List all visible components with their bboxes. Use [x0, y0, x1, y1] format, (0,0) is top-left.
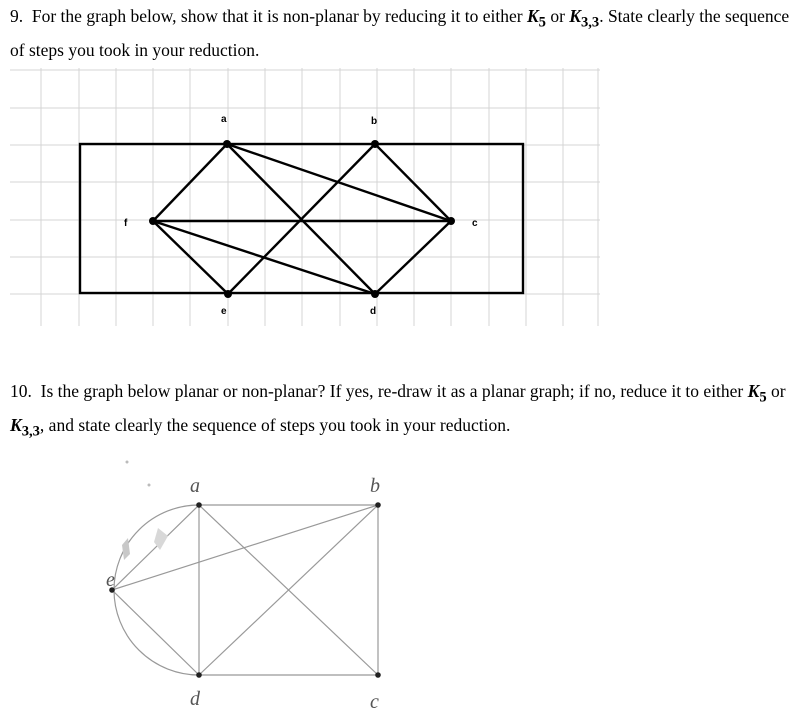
graph-9: [0, 60, 600, 330]
label-a: a: [190, 475, 200, 497]
k33-subscript: 3,3: [21, 423, 40, 439]
vertex-b: [371, 140, 379, 148]
grid: [10, 68, 600, 326]
k5-symbol: K: [526, 6, 539, 26]
vertex-d: [196, 672, 202, 678]
label-e: e: [106, 569, 115, 591]
k5-subscript: 5: [538, 14, 546, 31]
label-d: d: [190, 688, 200, 710]
graph-10: [80, 450, 420, 715]
label-b: b: [371, 116, 378, 127]
edge-a-d-arc: [114, 505, 199, 675]
k5-subscript: 5: [759, 389, 767, 406]
question-text: Is the graph below planar or non-planar? If yes, re-draw it as a planar graph; if no, reduce it to either: [40, 381, 748, 401]
k33-symbol: K: [10, 414, 22, 435]
edge-e-b: [112, 505, 378, 590]
vertex-c: [447, 217, 455, 225]
question-number: 9.: [10, 6, 24, 26]
label-f: f: [124, 218, 128, 229]
vertex-e: [224, 290, 232, 298]
stray-mark: [148, 484, 151, 487]
question-9: [10, 3, 790, 64]
pencil-marks: [122, 461, 168, 561]
vertex-b: [375, 502, 381, 508]
or-word: or: [545, 6, 570, 26]
label-d: d: [370, 306, 377, 317]
question-text-end: , and state clearly the sequence of steps you took in your reduction.: [39, 414, 511, 435]
edges: [112, 505, 378, 675]
question-number: 10.: [10, 381, 32, 401]
question-text: For the graph below, show that it is non-planar by reducing it to either: [31, 6, 527, 26]
k33-symbol: K: [569, 6, 581, 26]
label-e: e: [221, 306, 227, 317]
question-text-end: . State clearly the sequence of steps you took in your reduction.: [10, 6, 790, 60]
vertex-c: [375, 672, 381, 678]
vertex-d: [371, 290, 379, 298]
label-c: c: [472, 218, 478, 229]
k33-subscript: 3,3: [580, 14, 600, 31]
vertex-f: [149, 217, 157, 225]
stray-mark: [126, 461, 129, 464]
vertices: [109, 502, 381, 678]
vertex-a: [196, 502, 202, 508]
question-10: [10, 378, 790, 445]
vertex-a: [223, 140, 231, 148]
label-c: c: [370, 691, 379, 713]
label-a: a: [221, 114, 227, 125]
k5-symbol: K: [747, 381, 760, 401]
label-b: b: [370, 475, 380, 497]
or-word: or: [766, 381, 786, 401]
vertex-labels: [106, 475, 380, 713]
